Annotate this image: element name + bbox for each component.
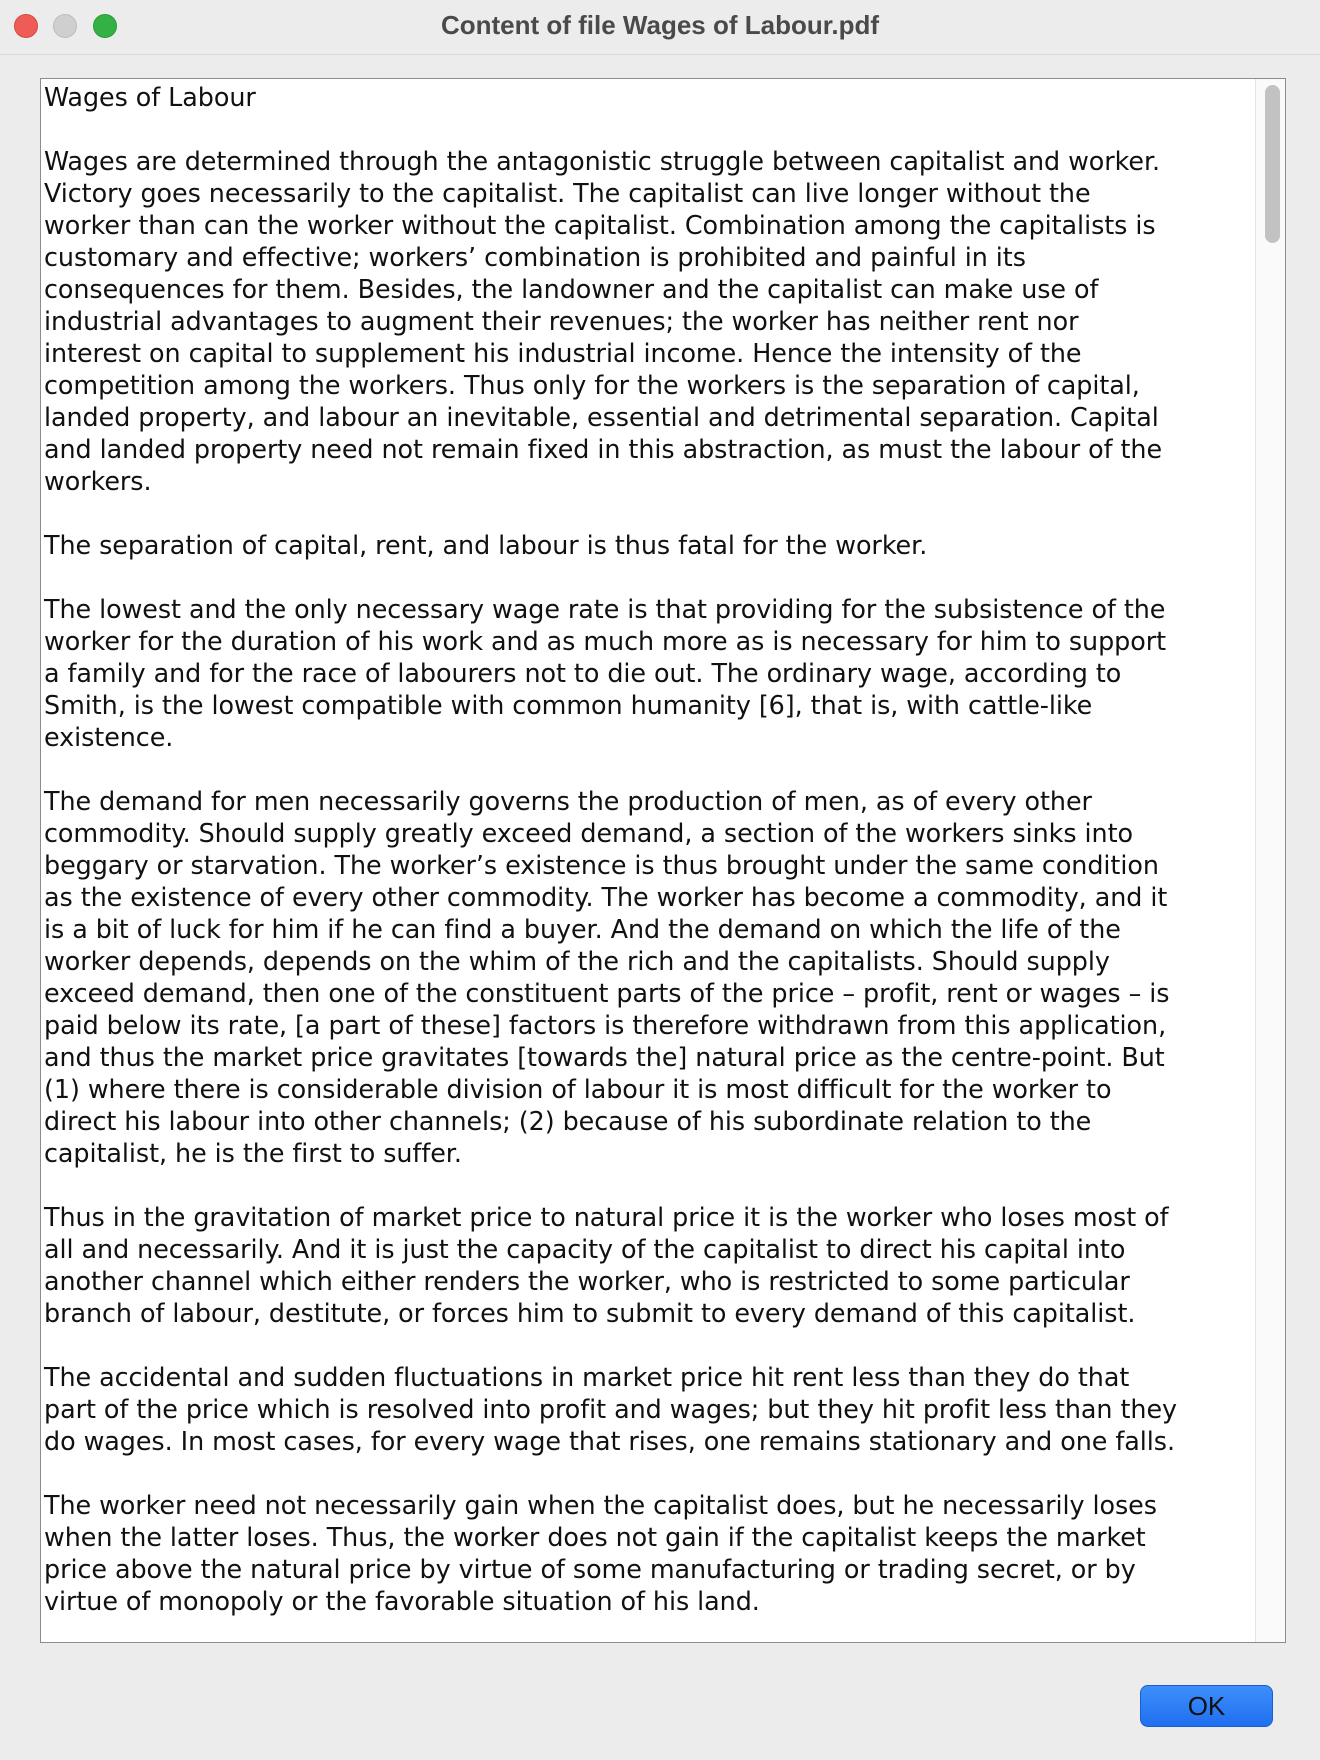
title-bar bbox=[0, 0, 1320, 55]
vertical-scrollbar[interactable] bbox=[1255, 79, 1285, 1642]
file-text-content: Wages of Labour Wages are determined through the antagonistic struggle between capitalist and worker. Victory goes necessarily to the capitalist. The capitalist can live longer without the worker than can the worker without the capitalist. Combination among the capitalists is customary and effective; workers’ combination is prohibited and painful in its consequences for them. Besides, the landowner and the capitalist can make use of industrial advantages to augment their revenues; the worker has neither rent nor interest on capital to supplement his industrial income. Hence the intensity of the competition among the workers. Thus only for the workers is the separation of capital, landed property, and labour an inevitable, essential and detrimental separation. Capital and landed property need not remain fixed in this abstraction, as must the labour of the workers. The separation of capital, rent, and labour is thus fatal for the worker. The lowest and the only necessary wage rate is that providing for the subsistence of the worker for the duration of his work and as much more as is necessary for him to support a family and for the race of labourers not to die out. The ordinary wage, according to Smith, is the lowest compatible with common humanity [6], that is, with cattle-like existence. The demand for men necessarily governs the production of men, as of every other commodity. Should supply greatly exceed demand, a section of the workers sinks into beggary or starvation. The worker’s existence is thus brought under the same condition as the existence of every other commodity. The worker has become a commodity, and it is a bit of luck for him if he can find a buyer. And the demand on which the life of the worker depends, depends on the whim of the rich and the capitalists. Should supply exceed demand, then one of the constituent parts of the price – profit, rent or wages – is paid below its rate, [a part of these] factors is therefore withdrawn from this application, and thus the market price gravitates [towards the] natural price as the centre-point. But (1) where there is considerable division of labour it is most difficult for the worker to direct his labour into other channels; (2) because of his subordinate relation to the capitalist, he is the first to suffer. Thus in the gravitation of market price to natural price it is the worker who loses most of all and necessarily. And it is just the capacity of the capitalist to direct his capital into another channel which either renders the worker, who is restricted to some particular branch of labour, destitute, or forces him to submit to every demand of this capitalist. The accidental and sudden fluctuations in market price hit rent less than they do that part of the price which is resolved into profit and wages; but they hit profit less than they do wages. In most cases, for every wage that rises, one remains stationary and one falls. The worker need not necessarily gain when the capitalist does, but he necessarily loses when the latter loses. Thus, the worker does not gain if the capitalist keeps the market price above the natural price by virtue of some manufacturing or trading secret, or by virtue of monopoly or the favorable situation of his land. bbox=[44, 82, 1177, 1616]
window-title: Content of file Wages of Labour.pdf bbox=[440, 10, 880, 40]
ok-button[interactable]: OK bbox=[1140, 1685, 1273, 1727]
text-area[interactable] bbox=[40, 78, 1286, 1643]
scrollbar-thumb[interactable] bbox=[1265, 85, 1280, 243]
